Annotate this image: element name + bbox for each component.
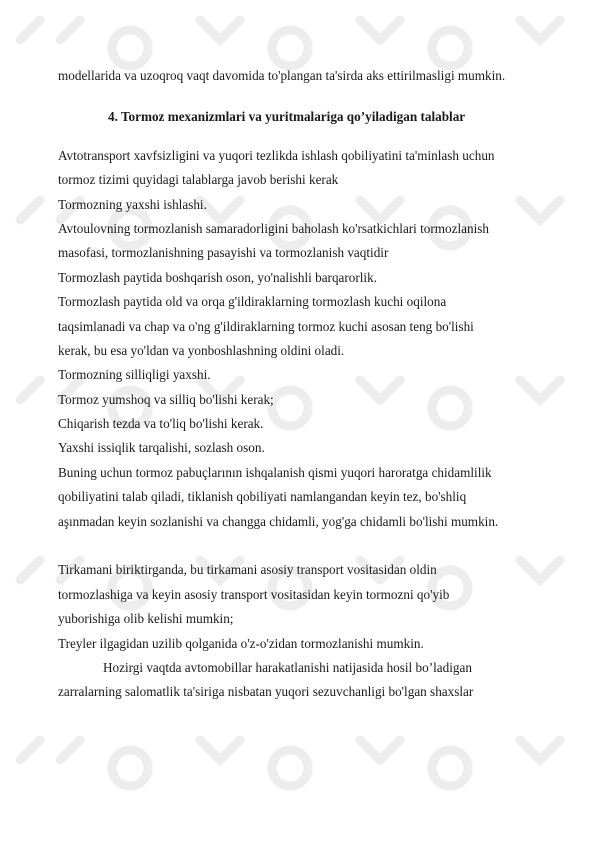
text-line: Tormoz yumshoq va silliq bo'lishi kerak;: [58, 391, 274, 407]
text-line: Avtotransport xavfsizligini va yuqori tezlikda ishlash qobiliyatini ta'minlash uchun: [58, 147, 495, 163]
section-heading: 4. Tormoz mexanizmlari va yuritmalariga qo’yiladigan talablar: [108, 109, 466, 125]
text-line: taqsimlanadi va chap va o'ng g'ildiraklarning tormoz kuchi asosan teng bo'lishi: [58, 318, 474, 334]
text-line: zarralarning salomatlik ta'siriga nisbatan yuqori sezuvchanligi bo'lgan shaxslar: [58, 684, 474, 700]
text-line: tormoz tizimi quyidagi talablarga javob berishi kerak: [58, 172, 339, 188]
paragraph-requirements: [58, 144, 538, 534]
text-line-indented: Hozirgi vaqtda avtomobillar harakatlanishi natijasida hosil bo’ladigan: [103, 659, 472, 675]
text-line: Tormozlash paytida old va orqa g'ildiraklarning tormozlash kuchi oqilona: [58, 294, 447, 310]
text-line: tormozlashiga va keyin asosiy transport vositasidan keyin tormozni qo'yib: [58, 586, 450, 602]
text-line: Buning uchun tormoz pabuçlarının ishqalanish qismi yuqori haroratga chidamlilik: [58, 464, 492, 480]
text-line: masofasi, tormozlanishning pasayishi va tormozlanish vaqtidir: [58, 245, 389, 261]
text-line: qobiliyatini talab qiladi, tiklanish qobiliyati namlangandan keyin tez, bo'shliq: [58, 489, 467, 505]
text-line: Chiqarish tezda va to'liq bo'lishi kerak.: [58, 416, 264, 432]
paragraph-gap: [58, 534, 538, 558]
text-line: yuborishiga olib kelishi mumkin;: [58, 611, 234, 627]
document-page: [58, 64, 538, 705]
text-line: kerak, bu esa yo'ldan va yonboshlashning oldini oladi.: [58, 342, 345, 358]
text-line: aşınmadan keyin sozlanishi va changga chidamli, yog'ga chidamli bo'lishi mumkin.: [58, 513, 499, 529]
text-line: Avtoulovning tormozlanish samaradorligini baholash ko'rsatkichlari tormozlanish: [58, 220, 490, 236]
text-line: Tormozning silliqligi yaxshi.: [58, 367, 211, 383]
paragraph-particles: [58, 656, 538, 705]
text-line: Tormozlash paytida boshqarish oson, yo'nalishli barqarorlik.: [58, 269, 377, 285]
text-line: Tormozning yaxshi ishlashi.: [58, 196, 207, 212]
text-line: Treyler ilgagidan uzilib qolganida o'z-o'zidan tormozlanishi mumkin.: [58, 635, 424, 651]
text-line: Yaxshi issiqlik tarqalishi, sozlash oson.: [58, 440, 265, 456]
intro-line: modellarida va uzoqroq vaqt davomida to'plangan ta'sirda aks ettirilmasligi mumkin.: [58, 68, 506, 83]
paragraph-trailer: [58, 558, 538, 656]
text-line: Tirkamani biriktirganda, bu tirkamani asosiy transport vositasidan oldin: [58, 562, 437, 578]
